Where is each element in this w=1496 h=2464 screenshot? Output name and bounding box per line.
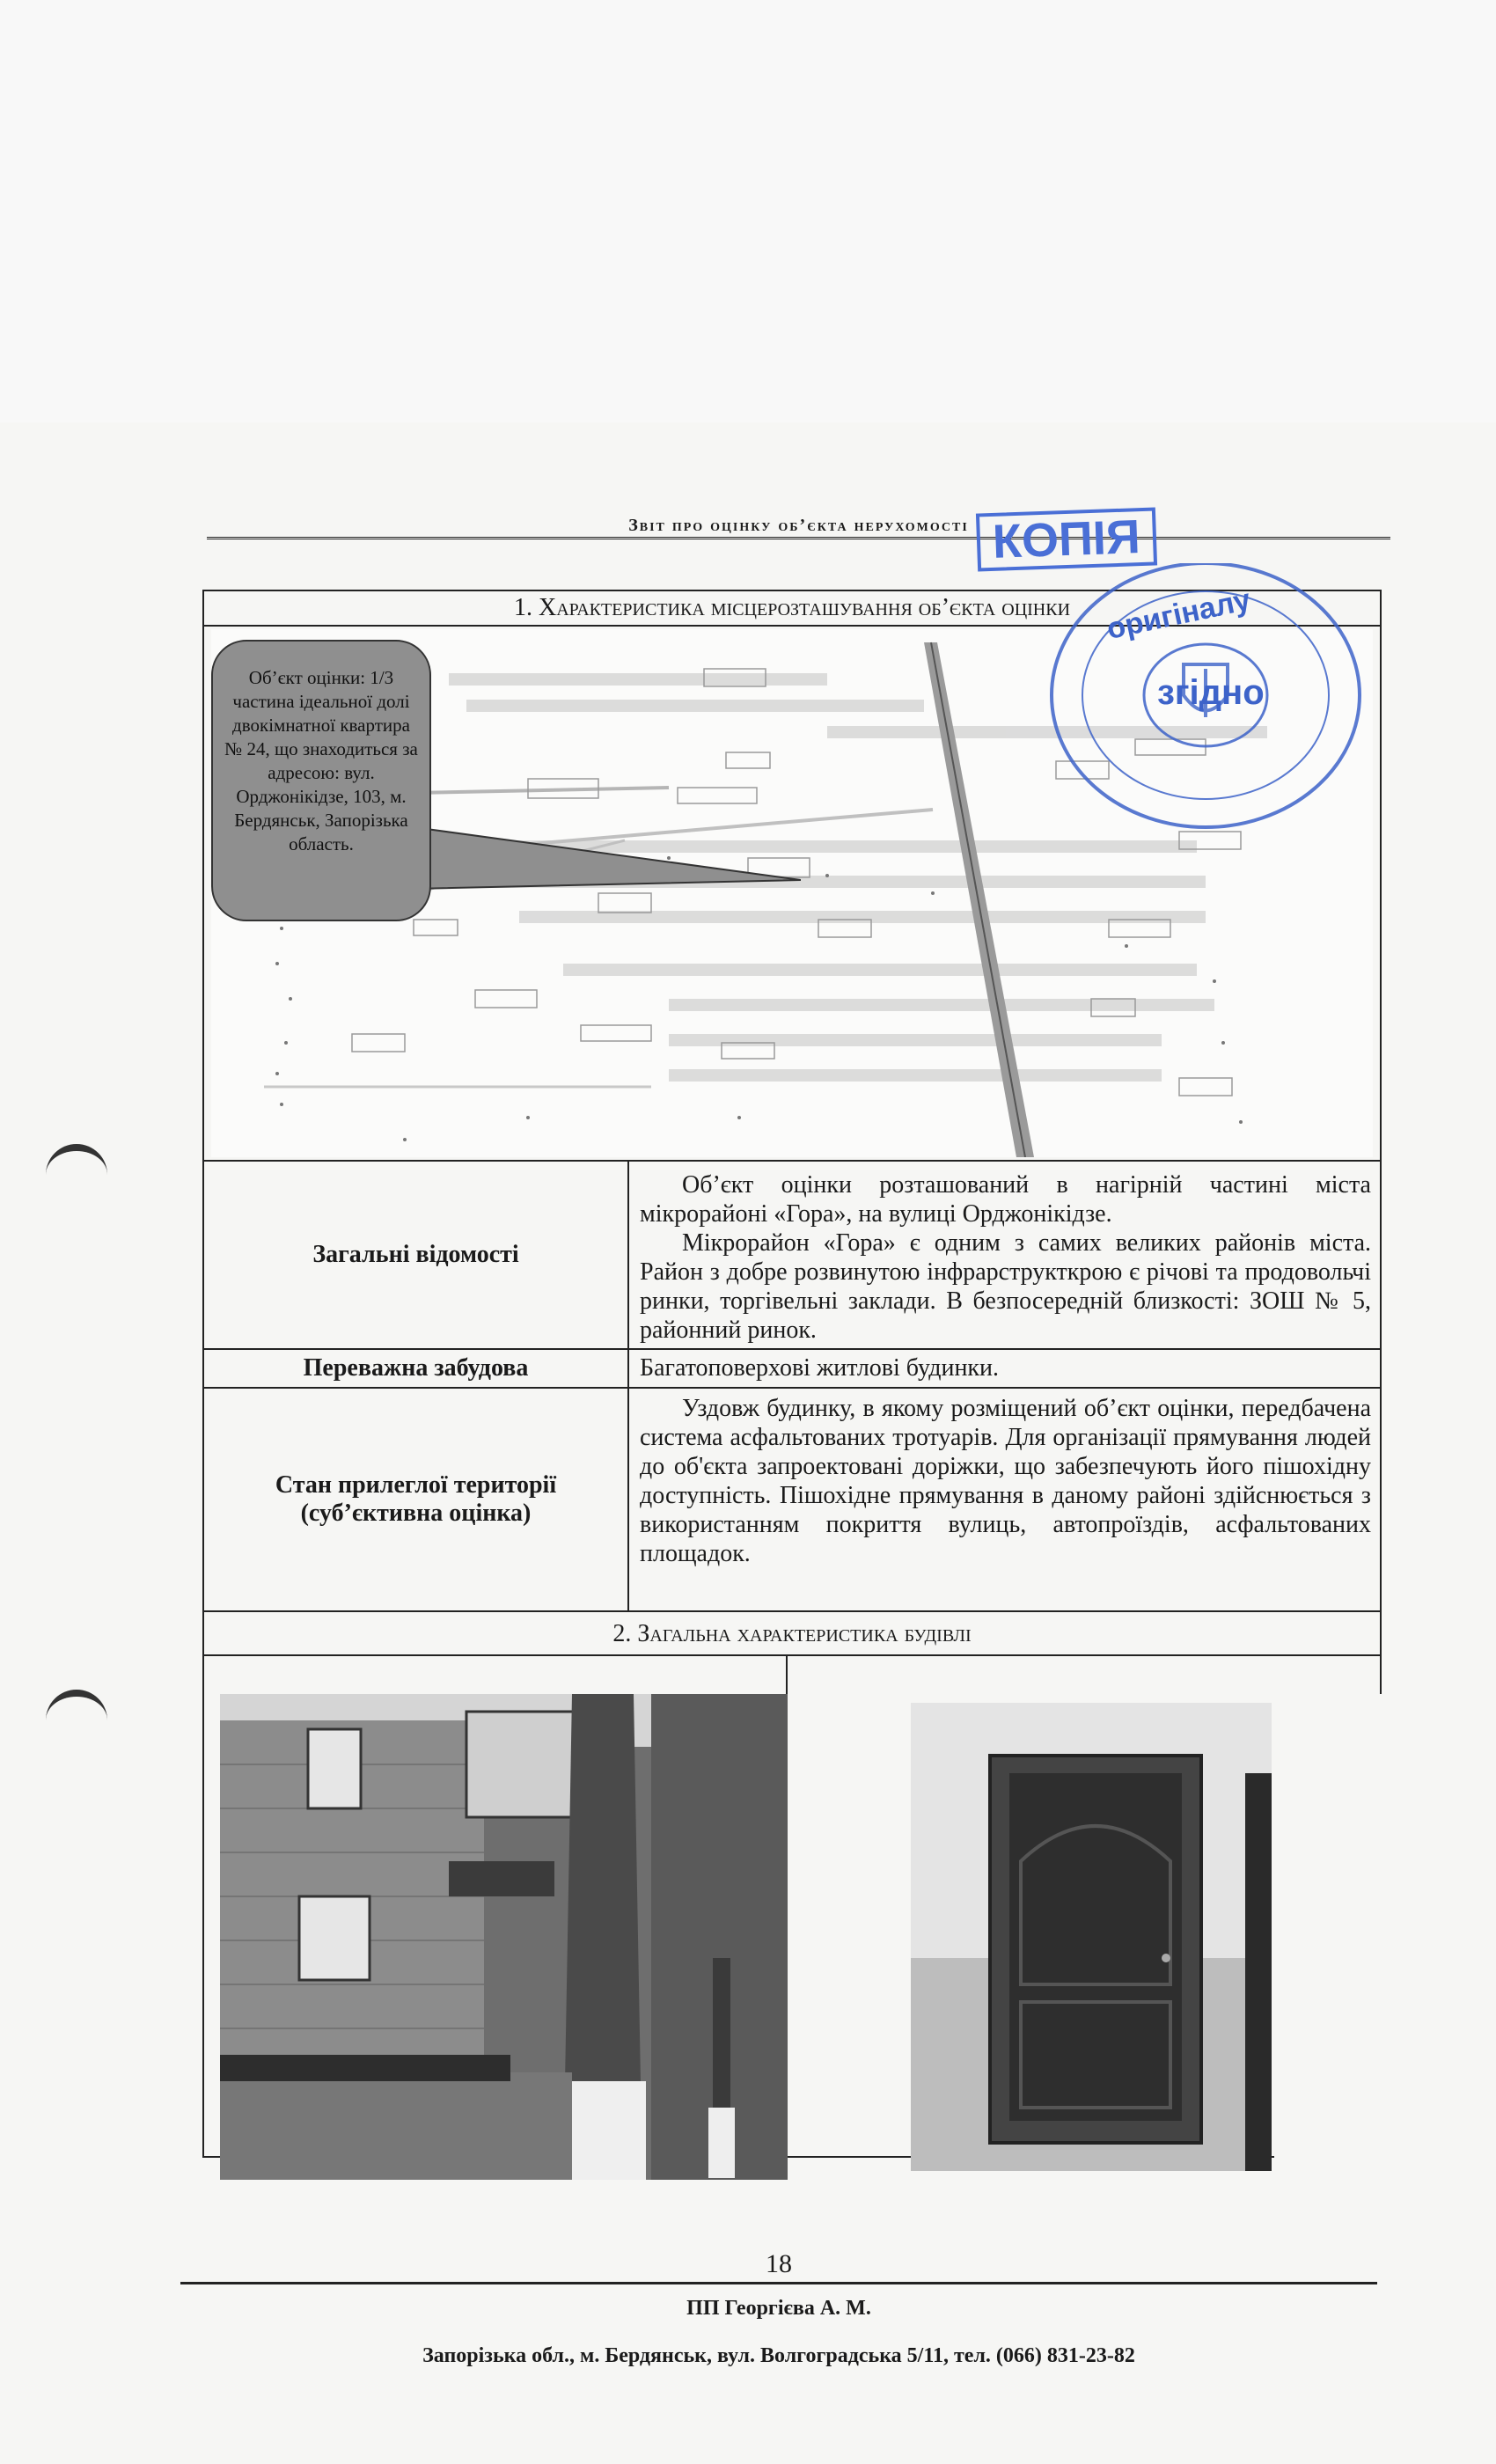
official-seal [959, 563, 1364, 854]
building-exterior-photo [220, 1694, 788, 2180]
report-header-title: Звіт про оцінку об’єкта нерухомості [628, 516, 969, 535]
section1-title: 1. Характеристика місцерозташування об’єкта оцінки [513, 594, 1071, 621]
row-territory-text: Уздовж будинку, в якому розміщений об’єкт оцінки, передбачена система асфальтованих тротуарів. Для організації прямування людей до об'єкта запроектовані доріжки, що забезпечують його пішохідну доступність. Пішохідне прямування в даному районі здійснюється з використанням покриття вулиць, автопроїздів, асфальтованих площадок. [640, 1395, 1371, 1567]
row-buildings-label-cell [202, 1348, 629, 1389]
row-general-text-cell [627, 1160, 1382, 1350]
photo-right-margin [1274, 1694, 1382, 2180]
footer-address: Запорізька обл., м. Бердянськ, вул. Волгоградська 5/11, тел. (066) 831-23-82 [422, 2344, 1135, 2367]
footer-company: ПП Георгієва А. М. [686, 2297, 871, 2320]
seal-agree-label: згідно [1157, 673, 1265, 712]
object-callout-text: Об’єкт оцінки: 1/3 частина ідеальної долі двокімнатної квартира № 24, що знаходиться за адресою: вул. Орджонікідзе, 103, м. Бердянськ, Запорізька область. [224, 667, 418, 854]
row-territory-label: Стан прилеглої території (суб’єктивна оцінка) [275, 1471, 557, 1527]
section2-title-cell [202, 1610, 1382, 1656]
row-general-text2: Мікрорайон «Гора» є одним з самих великих районів міста. Район з добре розвинутою інфрарструкткрою є річові та продовольчі ринки, торгівельні заклади. В безпосередній близкості: ЗОШ № 5, районний ринок. [640, 1229, 1371, 1344]
row-buildings-text-cell [627, 1348, 1382, 1389]
page-number: 18 [766, 2249, 792, 2278]
blank-scan-area [0, 0, 1496, 422]
punch-hole-mark [46, 1144, 107, 1204]
row-buildings-label: Переважна забудова [303, 1354, 529, 1382]
copy-stamp: КОПІЯ [976, 507, 1157, 571]
apartment-door-photo [911, 1703, 1272, 2171]
section2-title: 2. Загальна характеристика будівлі [612, 1620, 972, 1647]
row-general-label-cell [202, 1160, 629, 1350]
row-territory-label-cell [202, 1387, 629, 1612]
seal-orig-label: оригіналу [1104, 583, 1254, 647]
row-territory-text-cell [627, 1387, 1382, 1612]
footer-rule [180, 2282, 1377, 2284]
punch-hole-mark [46, 1690, 107, 1749]
object-callout [211, 640, 431, 921]
header-rule [207, 537, 1390, 539]
row-general-text1: Об’єкт оцінки розташований в нагірній частині міста мікрорайоні «Гора», на вулиці Орджонікідзе. [640, 1171, 1371, 1228]
row-buildings-text: Багатоповерхові житлові будинки. [640, 1354, 1000, 1382]
callout-pointer [414, 792, 801, 898]
row-general-label: Загальні відомості [312, 1241, 519, 1268]
